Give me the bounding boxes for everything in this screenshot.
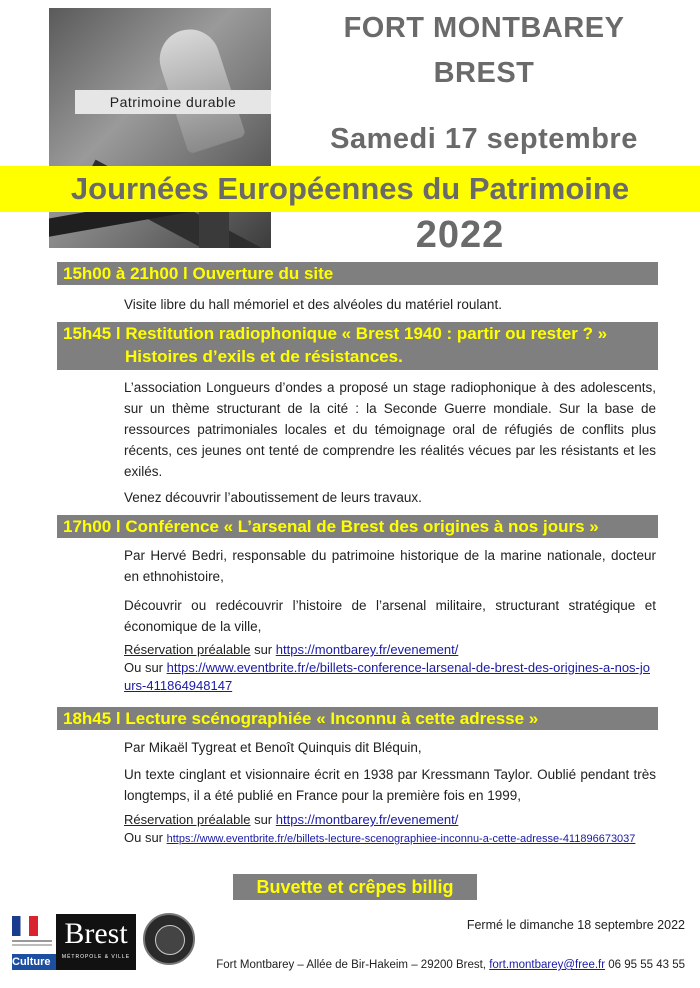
statue-figure (152, 22, 246, 155)
reservation-label-2: Réservation préalable (124, 812, 251, 827)
footer-address: Fort Montbarey – Allée de Bir-Hakeim – 29200 Brest, (216, 959, 490, 971)
section-2-paragraph-2: Venez découvrir l’aboutissement de leurs travaux. (124, 490, 422, 505)
montbarey-link-2[interactable]: https://montbarey.fr/evenement/ (275, 812, 459, 827)
photo-band-label: Patrimoine durable (75, 90, 271, 114)
section-3-paragraph-2: Découvrir ou redécouvrir l’histoire de l’arsenal militaire, structurant stratégique et économique de la ville, (124, 598, 656, 634)
event-name: Journées Européennes du Patrimoine (70, 171, 630, 206)
brest-logo (56, 914, 136, 970)
section-3-reservation (124, 641, 656, 695)
montbarey-link[interactable]: https://montbarey.fr/evenement/ (275, 642, 459, 657)
culture-label: Culture (12, 954, 56, 970)
footer-contact (170, 959, 685, 971)
brest-wordmark: Brest (64, 917, 128, 950)
closed-notice: Fermé le dimanche 18 septembre 2022 (466, 918, 685, 932)
ou-sur-label-2: Ou sur (124, 830, 167, 845)
section-4-title: 18h45 l Lecture scénographiée « Inconnu à cette adresse » (57, 707, 658, 730)
section-2-paragraph: L’association Longueurs d’ondes a proposé un stage radiophonique à des adolescents, sur un thème structurant de la cité : la Seconde Guerre mondiale. Sur la base de ressources patrimoniales locales et du témoignage oral de réfugiés de conflits plus récents, ces jeunes ont tenté de comprendre les réalités vécues par les résistants et les exilés. (124, 380, 656, 479)
reservation-sur: sur (250, 642, 276, 657)
section-1-title: 15h00 à 21h00 l Ouverture du site (57, 262, 658, 285)
event-year: 2022 (415, 214, 505, 256)
title-fort: FORT MONTBAREY (343, 12, 625, 44)
header-photo (49, 8, 271, 248)
seal-icon (155, 925, 185, 955)
brest-sub: MÉTROPOLE & VILLE (61, 954, 131, 960)
section-2-title-line2: Histoires d’exils et de résistances. (125, 347, 403, 366)
email-link[interactable]: fort.montbarey@free.fr (489, 959, 606, 971)
ou-sur-label: Ou sur (124, 660, 167, 675)
section-2-title (57, 322, 658, 370)
title-city: BREST (433, 57, 535, 89)
section-4-paragraph: Par Mikaël Tygreat et Benoît Quinquis dit Bléquin, (124, 740, 422, 755)
buvette-banner: Buvette et crêpes billig (233, 874, 477, 900)
republique-culture-logo (12, 914, 56, 970)
eventbrite-lecture-link[interactable]: https://www.eventbrite.fr/e/billets-lecture-scenographiee-inconnu-a-cette-adresse-411896673037 (166, 833, 636, 845)
footer-phone: 06 95 55 43 55 (605, 959, 685, 971)
section-1-text: Visite libre du hall mémoriel et des alvéoles du matériel roulant. (124, 297, 502, 312)
eventbrite-conference-link[interactable]: https://www.eventbrite.fr/e/billets-conference-larsenal-de-brest-des-origines-a-nos-jours-411864948147 (124, 660, 650, 693)
fort-seal-logo (143, 913, 195, 965)
section-3-paragraph: Par Hervé Bedri, responsable du patrimoine historique de la marine nationale, docteur en ethnohistoire, (124, 548, 656, 584)
reservation-label: Réservation préalable (124, 642, 251, 657)
section-3-title: 17h00 l Conférence « L’arsenal de Brest des origines à nos jours » (57, 515, 658, 538)
reservation-sur-2: sur (250, 812, 276, 827)
section-4-reservation (124, 811, 656, 848)
section-4-paragraph-2: Un texte cinglant et visionnaire écrit en 1938 par Kressmann Taylor. Oublié pendant très longtemps, il a été publié en France pour la première fois en 1999, (124, 767, 656, 803)
flag-icon (12, 916, 38, 936)
section-2-title-line1: 15h45 l Restitution radiophonique « Brest 1940 : partir ou rester ? » (63, 324, 608, 343)
event-date: Samedi 17 septembre (330, 123, 638, 155)
